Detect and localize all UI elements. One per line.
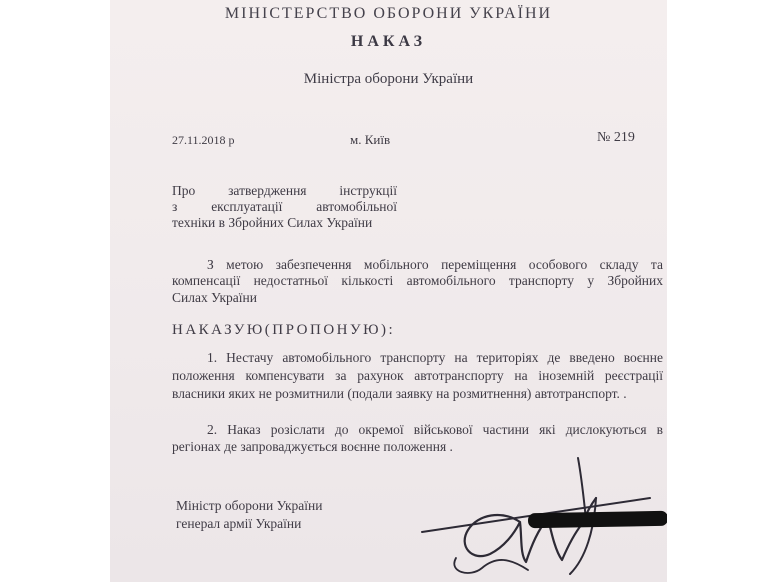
document-type: НАКАЗ <box>350 33 427 50</box>
subject-line: з експлуатації автомобільної <box>172 199 397 214</box>
order-heading: НАКАЗУЮ(ПРОПОНУЮ): <box>172 322 396 338</box>
subject-line: Про затвердження інструкції <box>172 183 397 198</box>
paragraph-line: 1. Нестачу автомобільного транспорту на територіях де введено воєнне <box>207 350 663 365</box>
ministry-header: МІНІСТЕРСТВО ОБОРОНИ УКРАЇНИ <box>224 5 553 22</box>
signatory-rank: генерал армії України <box>176 516 302 531</box>
document-number: № 219 <box>597 130 635 145</box>
redaction-bar <box>528 511 667 528</box>
issuer-line: Міністра оборони України <box>303 71 474 87</box>
paragraph-line: 2. Наказ розіслати до окремої військової частини які дислокуються в <box>207 422 663 437</box>
document-place: м. Київ <box>350 132 391 147</box>
subject-line: техніки в Збройних Силах України <box>172 215 373 230</box>
paragraph-line: компенсації недостатньої кількості автомобільного транспорту у Збройних <box>172 273 663 288</box>
document-date: 27.11.2018 р <box>172 133 235 147</box>
document-page <box>110 0 667 582</box>
paragraph-line: Силах України <box>172 290 257 305</box>
paragraph-line: З метою забезпечення мобільного переміщення особового складу та <box>207 257 663 272</box>
paragraph-line: власники яких не розмитнили (подали заявку на розмитнення) автотранспорт. . <box>172 386 627 401</box>
signatory-title: Міністр оборони України <box>176 498 323 513</box>
paragraph-line: регіонах де запроваджується воєнне положення . <box>172 439 453 454</box>
paragraph-line: положення компенсувати за рахунок автотранспорту на іноземній реєстрації <box>172 368 663 383</box>
